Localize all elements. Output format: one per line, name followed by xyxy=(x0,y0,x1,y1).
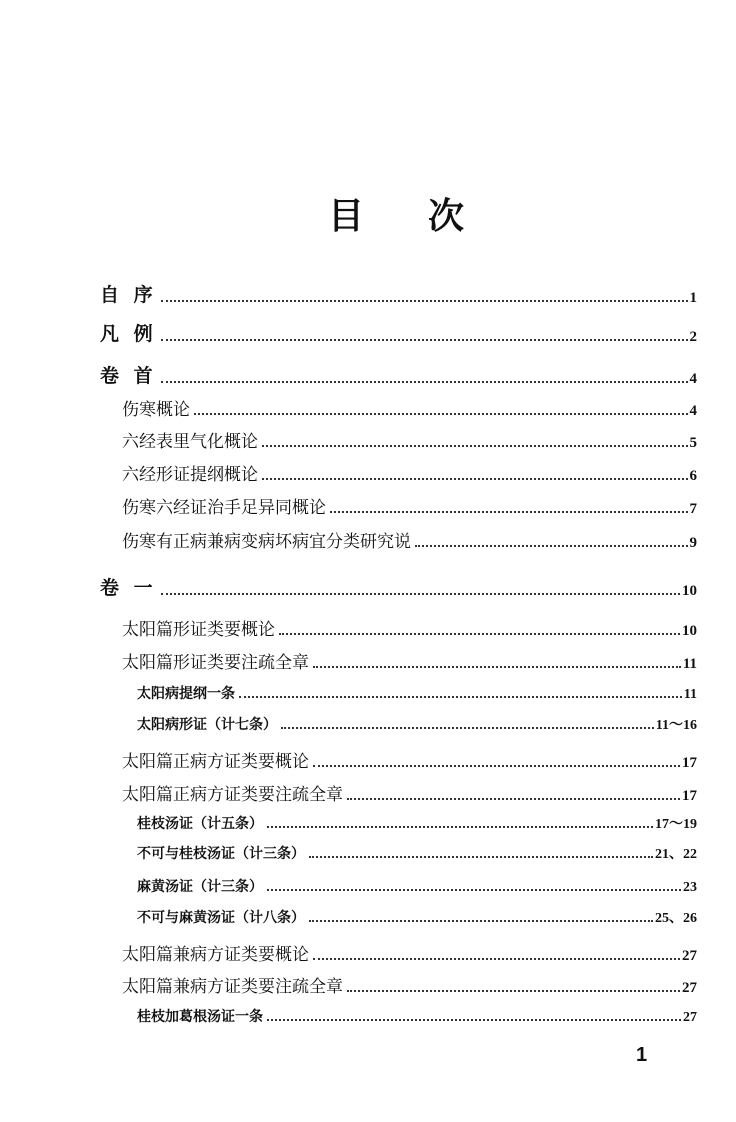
toc-entry-page: 17 xyxy=(682,788,697,804)
dot-leader xyxy=(313,765,680,767)
toc-entry-title: 麻黄汤证（计三条） xyxy=(137,879,263,895)
toc-entry-page: 17～19 xyxy=(655,817,697,832)
dot-leader xyxy=(267,826,653,828)
dot-leader xyxy=(309,920,653,922)
dot-leader xyxy=(161,593,680,595)
page-number: 1 xyxy=(636,1044,648,1066)
toc-entry-page: 27 xyxy=(682,980,697,996)
toc-entry-page: 25、26 xyxy=(655,911,697,926)
toc-entry-title: 太阳篇兼病方证类要概论 xyxy=(122,945,309,965)
toc-entry xyxy=(122,427,697,452)
toc-entry-title: 太阳篇形证类要注疏全章 xyxy=(122,653,309,673)
title-char-2: 次 xyxy=(428,195,465,237)
toc-entry xyxy=(122,615,697,640)
toc-entry-title: 桂枝汤证（计五条） xyxy=(137,816,263,832)
toc-entry-title: 太阳篇兼病方证类要注疏全章 xyxy=(122,977,343,997)
toc-entry-page: 4 xyxy=(689,403,697,419)
toc-entry xyxy=(122,527,697,552)
toc-entry-title: 伤寒概论 xyxy=(122,400,190,420)
toc-entry xyxy=(122,940,697,965)
dot-leader xyxy=(161,381,688,383)
toc-entry-page: 7 xyxy=(689,501,697,517)
toc-entry xyxy=(122,747,697,772)
toc-entry-page: 1 xyxy=(689,290,697,306)
toc-entry xyxy=(122,972,697,997)
toc-entry-page: 27 xyxy=(683,1010,697,1025)
toc-entry-title: 卷 首 xyxy=(100,365,157,387)
toc-entry-title: 六经表里气化概论 xyxy=(122,432,258,452)
dot-leader xyxy=(330,511,688,513)
dot-leader xyxy=(267,889,681,891)
dot-leader xyxy=(313,958,680,960)
toc-entry-page: 4 xyxy=(689,371,697,387)
toc-entry-title: 卷 一 xyxy=(100,577,157,599)
dot-leader xyxy=(161,339,688,341)
toc-entry xyxy=(100,361,697,388)
toc-entry xyxy=(137,813,697,833)
dot-leader xyxy=(267,1019,681,1021)
toc-entry xyxy=(122,780,697,805)
dot-leader xyxy=(281,727,654,729)
toc-entry xyxy=(137,683,697,703)
toc-entry-page: 23 xyxy=(683,880,697,895)
toc-entry-title: 太阳病形证（计七条） xyxy=(137,717,277,733)
dot-leader xyxy=(262,445,688,447)
toc-entry-page: 17 xyxy=(682,755,697,771)
toc-entry-title: 太阳篇正病方证类要注疏全章 xyxy=(122,785,343,805)
dot-leader xyxy=(347,990,680,992)
toc-entry-title: 六经形证提纲概论 xyxy=(122,465,258,485)
dot-leader xyxy=(415,545,688,547)
toc-entry xyxy=(122,648,697,673)
toc-entry xyxy=(137,843,697,863)
toc-entry-page: 10 xyxy=(682,623,697,639)
toc-entry xyxy=(100,319,697,346)
toc-entry xyxy=(137,907,697,927)
toc-entry-page: 2 xyxy=(689,329,697,345)
toc-entry-title: 太阳篇正病方证类要概论 xyxy=(122,752,309,772)
toc-entry xyxy=(122,395,697,420)
dot-leader xyxy=(194,413,688,415)
toc-entry-page: 6 xyxy=(689,468,697,484)
toc-entry xyxy=(137,876,697,896)
toc-entry xyxy=(100,280,697,307)
toc-entry-page: 11 xyxy=(682,656,697,672)
toc-entry xyxy=(137,1006,697,1026)
toc-entry-title: 不可与麻黄汤证（计八条） xyxy=(137,910,305,926)
toc-entry-title: 桂枝加葛根汤证一条 xyxy=(137,1009,263,1025)
toc-entry-title: 伤寒六经证治手足异同概论 xyxy=(122,498,326,518)
toc-entry-title: 太阳篇形证类要概论 xyxy=(122,620,275,640)
toc-entry-page: 11 xyxy=(683,687,697,702)
dot-leader xyxy=(262,478,688,480)
toc-entry-page: 11～16 xyxy=(655,718,697,733)
toc-entry-page: 27 xyxy=(682,948,697,964)
toc-entry-title: 凡 例 xyxy=(100,323,157,345)
toc-entry-title: 不可与桂枝汤证（计三条） xyxy=(137,846,305,862)
toc-entry-page: 10 xyxy=(682,583,697,599)
toc-entry xyxy=(122,493,697,518)
toc-entry-page: 5 xyxy=(689,435,697,451)
toc-entry-page: 21、22 xyxy=(655,847,697,862)
dot-leader xyxy=(161,300,688,302)
dot-leader xyxy=(239,696,682,698)
toc-entry-title: 太阳病提纲一条 xyxy=(137,686,235,702)
dot-leader xyxy=(279,633,680,635)
dot-leader xyxy=(309,856,653,858)
title-char-1: 目 xyxy=(328,195,365,237)
toc-entry-title: 自 序 xyxy=(100,284,157,306)
toc-entry xyxy=(137,714,697,734)
toc-entry xyxy=(100,573,697,600)
toc-entry xyxy=(122,460,697,485)
dot-leader xyxy=(313,666,681,668)
toc-entry-title: 伤寒有正病兼病变病坏病宜分类研究说 xyxy=(122,532,411,552)
dot-leader xyxy=(347,798,680,800)
toc-entry-page: 9 xyxy=(689,535,697,551)
